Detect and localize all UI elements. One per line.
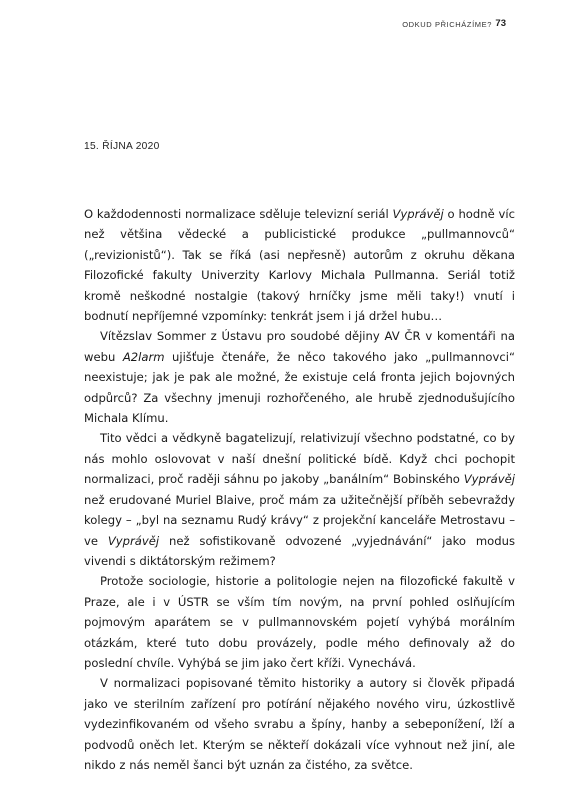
article-date: 15. ŘÍJNA 2020 (84, 141, 160, 152)
paragraph-5: V normalizaci popisované těmito historiky a autory si člověk připadá jako ve sterilním zařízení pro potírání nějakého nového viru, úzkostlivě vydezinfikovaném od všeho svrabu a špíny, hanby a sebeponížení, lží a podvodů oněch let. Kterým se někteří dokázali více vyhnout než jiní, ale nikdo z nás neměl šanci být uznán za čistého, za světce. (84, 676, 515, 772)
running-header-title: ODKUD PŘICHÁZÍME? (402, 20, 492, 29)
paragraph-2: Vítězslav Sommer z Ústavu pro soudobé dějiny AV ČR v komentáři na webu A2larm ujišťuje čtenáře, že něco takového jako „pullmannovci“ neexistuje; jak je pak ale možné, že existuje celá fronta jejich bojovných odpůrců? Za všechny jmenuji rozhořčeného, ale hrubě zjednodušujícího Michala Klímu. (84, 329, 515, 426)
page-number: 73 (495, 18, 506, 29)
article-body (84, 204, 515, 775)
paragraph-3: Tito vědci a vědkyně bagatelizují, relativizují všechno podstatné, co by nás mohlo oslovovat v naší dnešní politické bídě. Když chci pochopit normalizaci, proč raději sáhnu po jakoby „banálním“ Bobinského Vyprávěj než erudované Muriel Blaive, proč mám za užitečnější příběh sebevraždy kolegy – „byl na seznamu Rudý krávy“ z projekční kanceláře Metrostavu – ve Vyprávěj než sofistikovaně odvozené „vyjednávání“ jako modus vivendi s diktátorským režimem? (84, 431, 515, 568)
paragraph-1: O každodennosti normalizace sděluje televizní seriál Vyprávěj o hodně víc než většina vědecké a publicistické produkce „pullmannovců“ („revizionistů“). Tak se říká (asi nepřesně) autorům z okruhu děkana Filozofické fakulty Univerzity Karlovy Michala Pullmanna. Seriál totiž kromě neškodné nostalgie (takový hrníčky jsme měli taky!) vnutí i bodnutí nepříjemné vzpomínky: tenkrát jsem i já držel hubu… (84, 207, 515, 324)
paragraph-4: Protože sociologie, historie a politologie nejen na filozofické fakultě v Praze, ale i v ÚSTR se vším tím novým, na první pohled oslňujícím pojmovým aparátem se v pullmannovském pojetí vyhýbá morálním otázkám, které tuto dobu provázely, podle mého definovaly až do poslední chvíle. Vyhýbá se jim jako čert kříži. Vynechává. (84, 574, 515, 670)
